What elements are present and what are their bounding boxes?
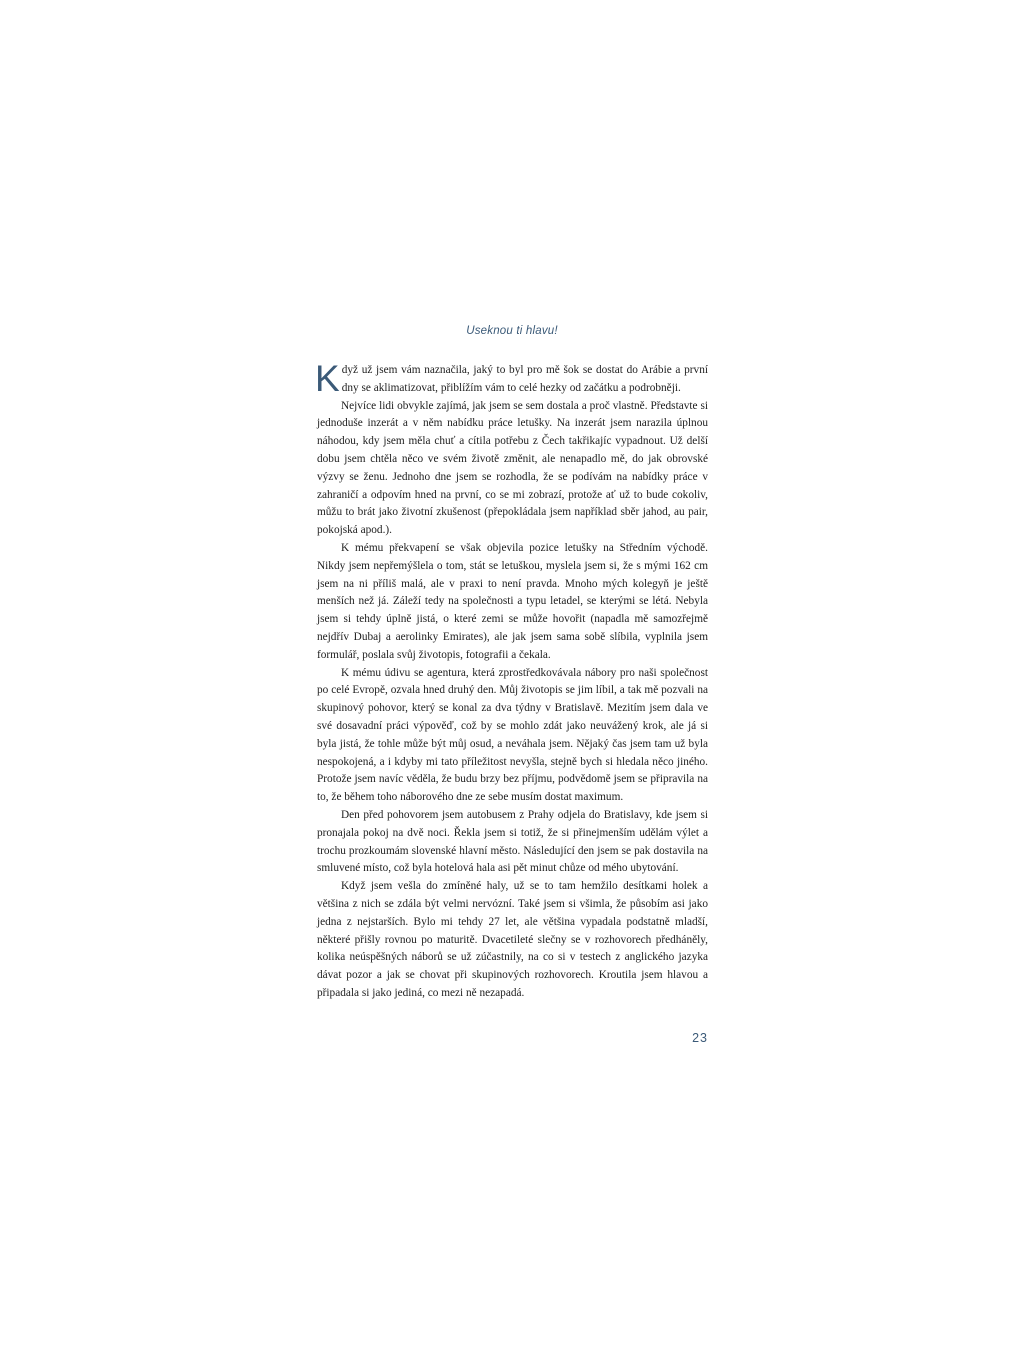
drop-cap: K (315, 358, 340, 399)
page-number: 23 (692, 1031, 708, 1045)
paragraph-3: K mému překvapení se však objevila pozice letušky na Středním východě. Nikdy jsem nepřemýšlela o tom, stát se letuškou, myslela jsem si, že s mými 162 cm jsem na ni příliš malá, ale v praxi to není pravda. Mnoho mých kolegyň je ještě menších než já. Záleží tedy na společnosti a typu letadel, se kterými se létá. Nebyla jsem si tehdy úplně jistá, o které zemi se může hovořit (napadla mě samozřejmě nejdřív Dubaj a aerolinky Emirates), ale jak jsem sama sobě slíbila, vyplnila jsem formulář, poslala svůj životopis, fotografii a čekala. (317, 541, 708, 661)
running-header: Useknou ti hlavu! (466, 325, 558, 337)
paragraph-2: Nejvíce lidi obvykle zajímá, jak jsem se sem dostala a proč vlastně. Představte si jednoduše inzerát a v něm nabídku práce letušky. Na inzerát jsem narazila úplnou náhodou, kdy jsem měla chuť a cítila potřebu z Čech takřikajíc vypadnout. Už delší dobu jsem chtěla něco ve svém životě změnit, ale nenapadlo mě, do jak obrovské výzvy se ženu. Jednoho dne jsem se rozhodla, že se podívám na nabídky práce v zahraničí a odpovím hned na první, co se mi zobrazí, protože ať už to bude cokoliv, můžu to brát jako životní zkušenost (přepokládala jsem například sběr jahod, au pair, pokojská apod.). (317, 399, 708, 537)
paragraph-1-text: dyž už jsem vám naznačila, jaký to byl pro mě šok se dostat do Arábie a první dny se aklimatizovat, přiblížím vám to celé hezky od začátku a podrobněji. (341, 364, 708, 394)
paragraph-1 (315, 358, 708, 399)
chapter-text (315, 358, 708, 1003)
paragraph-4: K mému údivu se agentura, která zprostředkovávala nábory pro naši společnost po celé Evropě, ozvala hned druhý den. Můj životopis se jim líbil, a tak mě pozvali na skupinový pohovor, který se konal za dva týdny v Bratislavě. Mezitím jsem dala ve své dosavadní práci výpověď, což by se mohlo zdát jako neuvážený krok, ale já si byla jistá, že tohle může být můj osud, a neváhala jsem. Nějaký čas jsem tam už byla nespokojená, a i kdyby mi tato příležitost nevyšla, stejně bych si hledala něco jiného. Protože jsem navíc věděla, že budu brzy bez příjmu, podvědomě jsem se připravila na to, že během toho náborového dne ze sebe musím dostat maximum. (317, 666, 708, 804)
paragraph-6: Když jsem vešla do zmíněné haly, už se to tam hemžilo desítkami holek a většina z nich se zdála být velmi nervózní. Také jsem si všimla, že působím asi jako jedna z nejstarších. Bylo mi tehdy 27 let, ale většina vypadala podstatně mladší, některé přišly rovnou po maturitě. Dvacetileté slečny se v rozhovorech předháněly, kolika neúspěšných náborů se už zúčastnily, na co si v testech z anglického jazyka dávat pozor a jak se chovat při skupinových rozhovorech. Kroutila jsem hlavou a připadala si jako jediná, co mezi ně nezapadá. (317, 880, 708, 999)
paragraph-5: Den před pohovorem jsem autobusem z Prahy odjela do Bratislavy, kde jsem si pronajala pokoj na dvě noci. Řekla jsem si totiž, že si přinejmenším udělám výlet a trochu prozkoumám slovenské hlavní město. Následující den jsem se pak dostavila na smluvené místo, což byla hotelová hala asi pět minut chůze od mého ubytování. (317, 808, 708, 875)
